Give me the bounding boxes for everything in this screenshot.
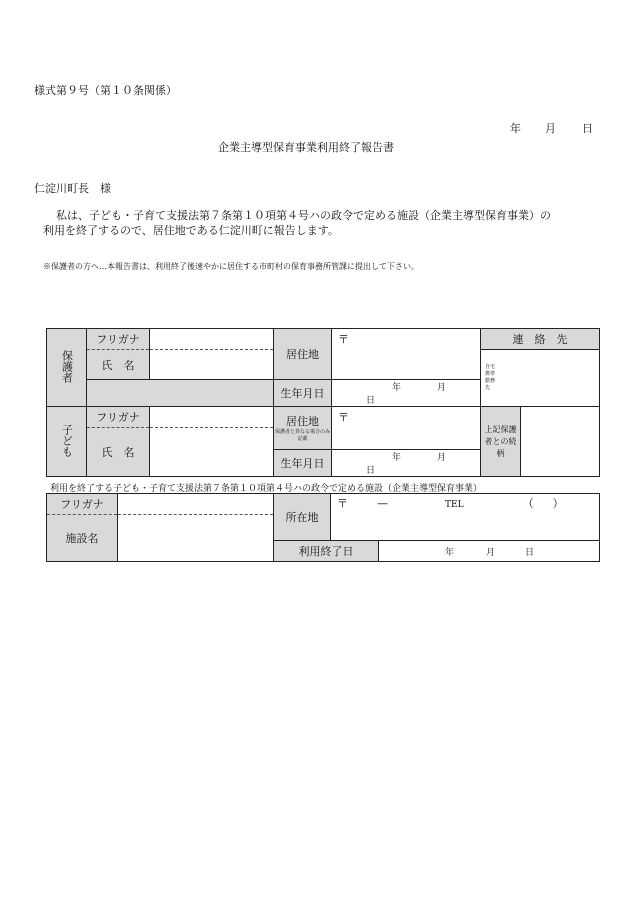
guardian-furigana-field[interactable]	[150, 329, 274, 350]
postal-mark: 〒	[338, 333, 349, 346]
guardian-name-label: 氏 名	[87, 350, 150, 380]
facility-furigana-label: フリガナ	[47, 494, 118, 515]
postal-mark: 〒	[337, 497, 348, 510]
tel-label: TEL	[445, 500, 464, 510]
guardian-furigana-label: フリガナ	[87, 329, 150, 350]
guardian-residence-field[interactable]	[332, 329, 481, 380]
contact-header: 連 絡 先	[481, 329, 600, 350]
child-name-field[interactable]	[150, 428, 274, 477]
form-number: 様式第９号（第１０条関係）	[34, 84, 177, 97]
facility-name-field[interactable]	[118, 515, 274, 562]
guardian-residence-label: 居住地	[274, 329, 332, 380]
relation-label: 上記保護者との続柄	[481, 407, 521, 477]
addressee: 仁淀川町長 様	[34, 182, 111, 195]
child-residence-title: 居住地	[286, 415, 319, 428]
date-day-label: 日	[582, 122, 593, 135]
guardian-birthdate-spacer	[87, 380, 274, 407]
postal-mark: 〒	[338, 411, 349, 424]
facility-name-label: 施設名	[47, 515, 118, 562]
child-residence-label	[274, 407, 332, 450]
postal-dash: —	[377, 497, 388, 510]
child-furigana-label: フリガナ	[87, 407, 150, 428]
end-date-label: 利用終了日	[274, 541, 379, 562]
child-name-label: 氏 名	[87, 428, 150, 477]
facility-location-field[interactable]	[331, 494, 600, 541]
facility-location-label: 所在地	[274, 494, 331, 541]
child-birthdate-label: 生年月日	[274, 450, 332, 477]
tel-paren-open: （	[522, 497, 534, 510]
guardian-birthdate-label: 生年月日	[274, 380, 332, 407]
document-title: 企業主導型保育事業利用終了報告書	[218, 141, 394, 154]
end-date-field[interactable]: 年 月 日	[379, 541, 600, 562]
child-birthdate-field[interactable]: 年 月日	[332, 450, 481, 477]
body-paragraph-line1: 私は、子ども・子育て支援法第７条第１０項第４号ハの政令で定める施設（企業主導型保育事業）の	[56, 209, 551, 222]
facility-table	[46, 493, 600, 562]
child-section-label: 子ども	[47, 407, 87, 477]
contact-field[interactable]	[481, 350, 600, 407]
date-month-label: 月	[545, 122, 556, 135]
guardian-birthdate-field[interactable]: 年 月日	[332, 380, 481, 407]
applicant-table	[46, 328, 600, 477]
body-paragraph-line2: 利用を終了するので、居住地である仁淀川町に報告します。	[43, 224, 339, 237]
date-year-label: 年	[510, 122, 521, 135]
tel-paren-close: ）	[552, 497, 564, 510]
facility-furigana-field[interactable]	[118, 494, 274, 515]
child-residence-field[interactable]	[332, 407, 481, 450]
guardian-section-label: 保護者	[47, 329, 87, 407]
submission-note: ※保護者の方へ…本報告書は、利用終了後速やかに居住する市町村の保育事務所管課に提出して下さい。	[43, 262, 419, 271]
child-furigana-field[interactable]	[150, 407, 274, 428]
guardian-name-field[interactable]	[150, 350, 274, 380]
facility-table-caption: 利用を終了する子ども・子育て支援法第７条第１０項第４号ハの政令で定める施設（企業主導型保育事業）	[50, 484, 483, 494]
contact-types: 自宅携帯勤務先	[485, 364, 496, 391]
relation-field[interactable]	[521, 407, 600, 477]
child-residence-note: 保護者と異なる場合のみ記載	[274, 429, 330, 442]
